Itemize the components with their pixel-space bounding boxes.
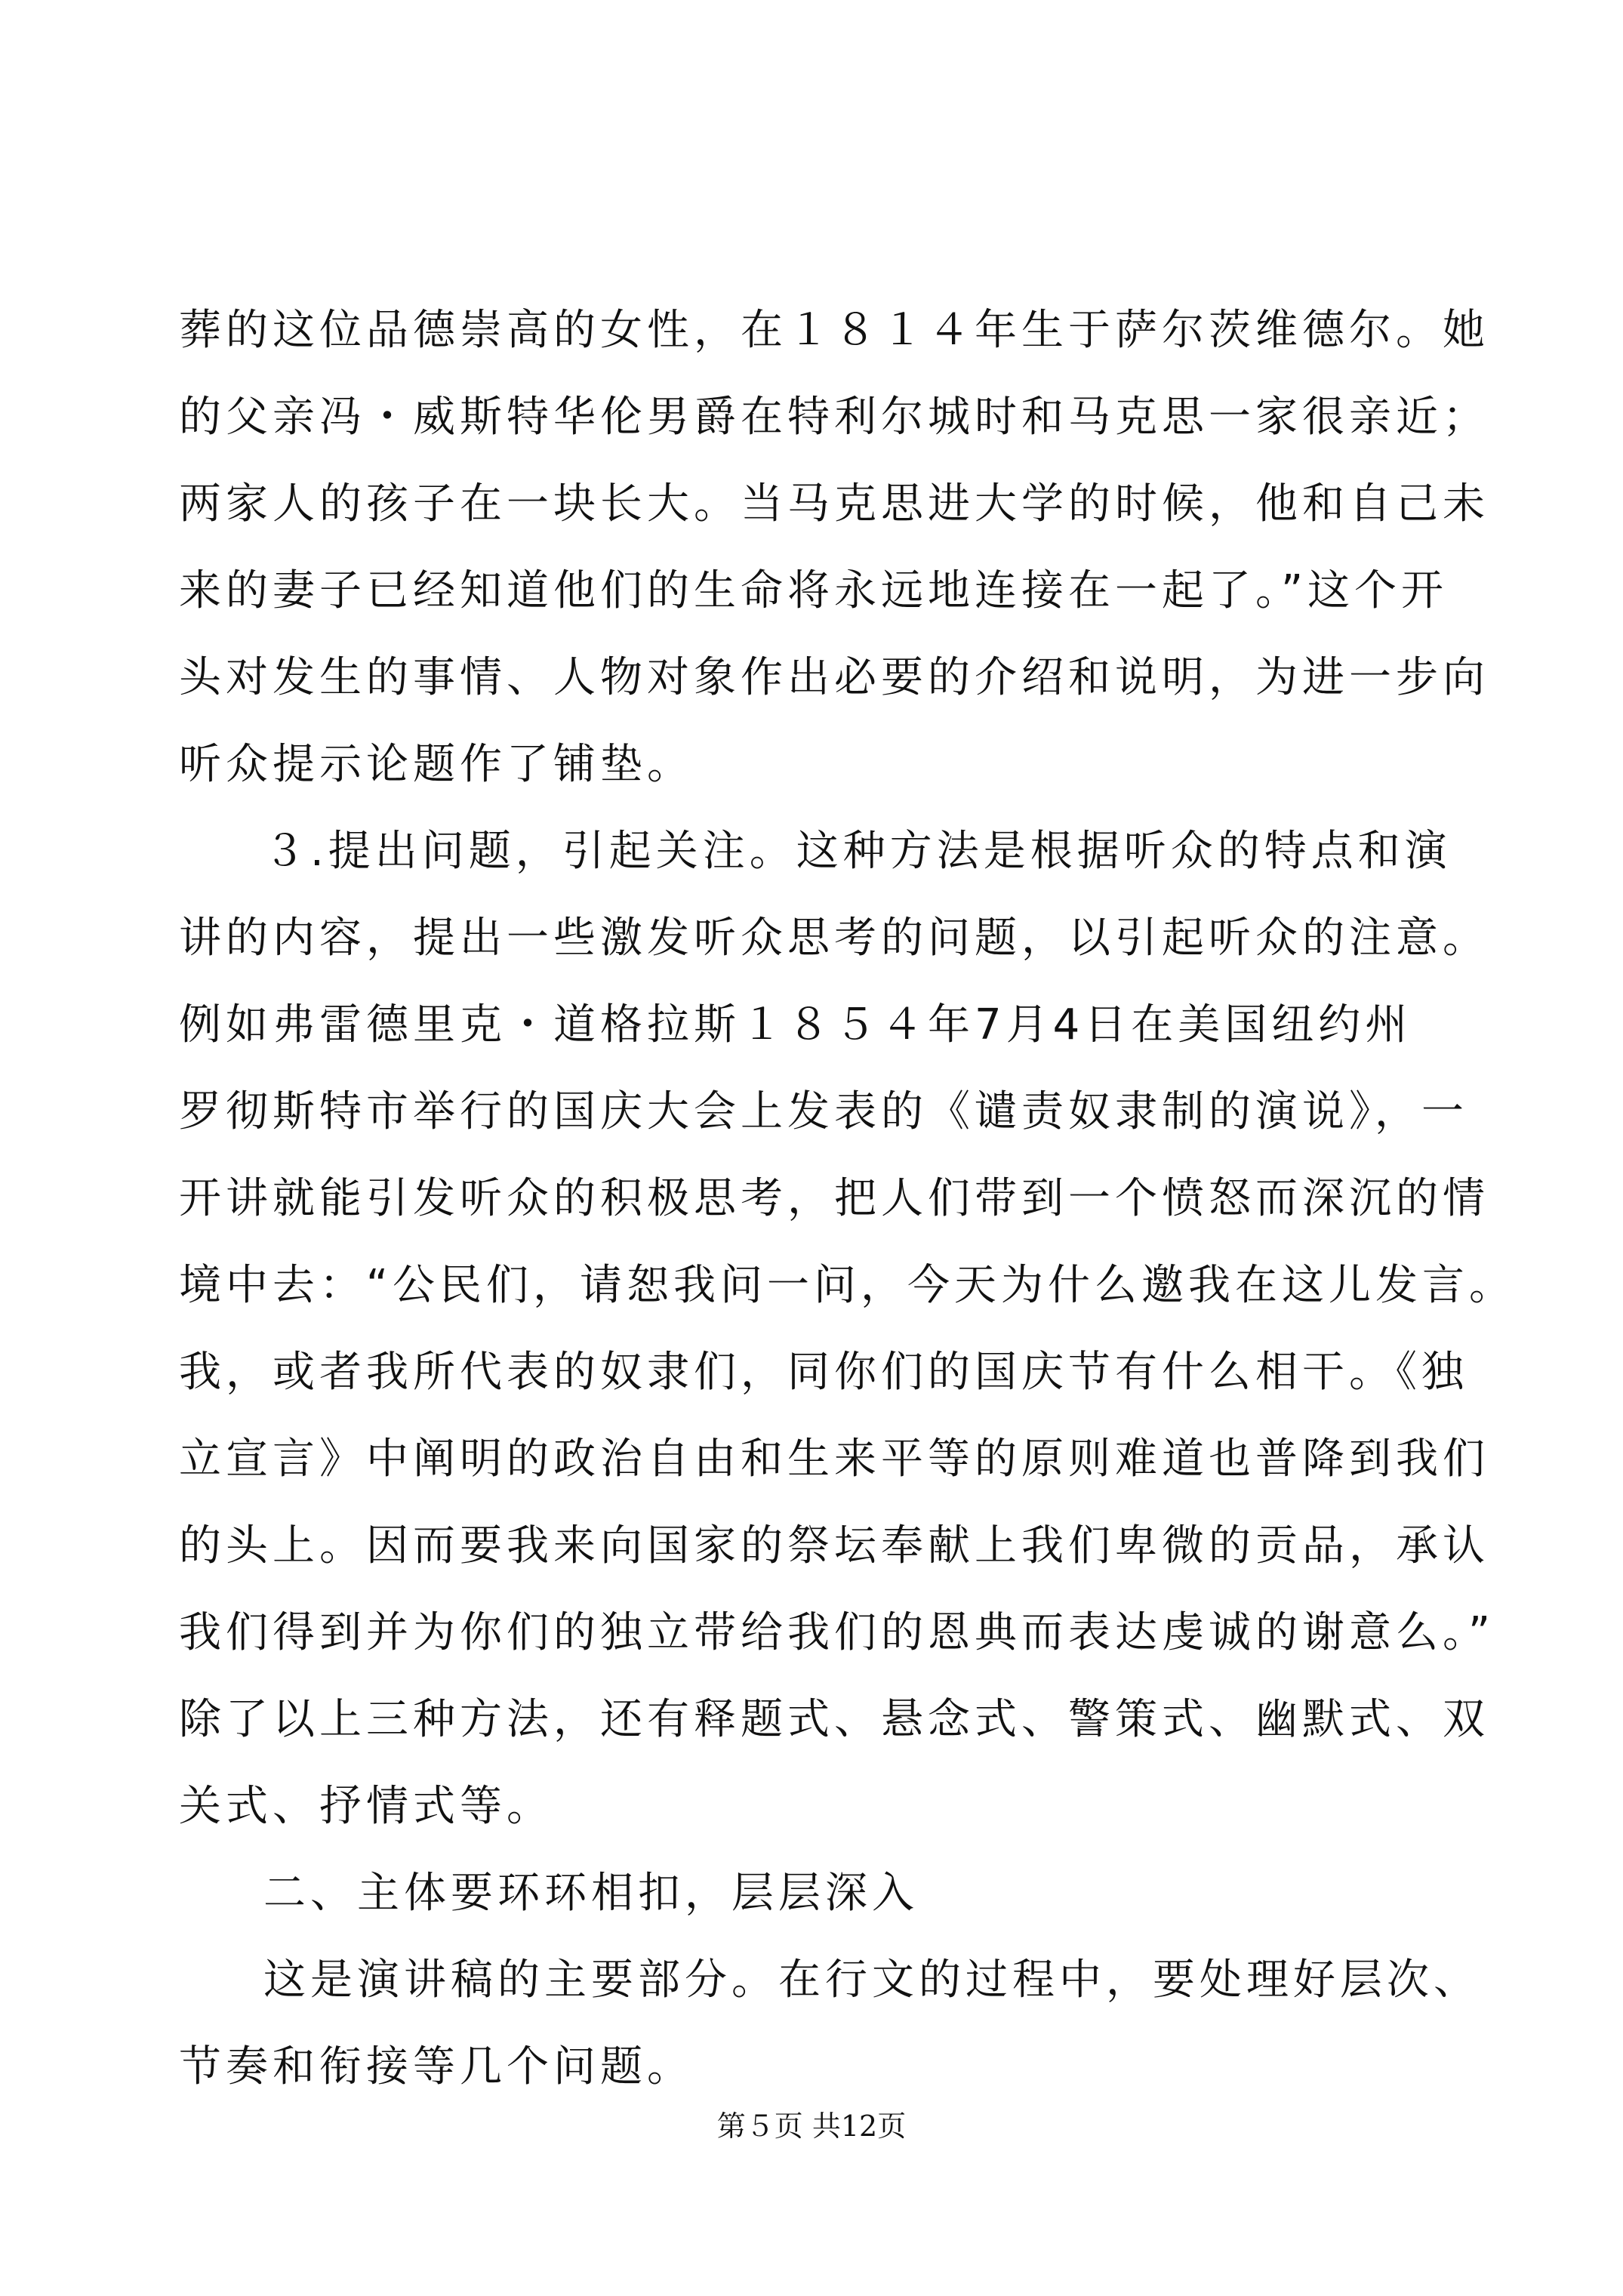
text-line: 的父亲冯・威斯特华伦男爵在特利尔城时和马克思一家很亲近； — [179, 393, 1489, 442]
text-line: 两家人的孩子在一块长大。当马克思进大学的时候，他和自己未 — [179, 479, 1489, 529]
text-line: 例如弗雷德里克・道格拉斯１８５４年7月4日在美国纽约州 — [179, 1000, 1412, 1049]
text-line: 葬的这位品德崇高的女性，在１８１４年生于萨尔茨维德尔。她 — [179, 306, 1489, 355]
text-line: 境中去：“公民们，请恕我问一问，今天为什么邀我在这儿发言。 — [179, 1261, 1517, 1310]
text-line: ３.提出问题，引起关注。这种方法是根据听众的特点和演 — [263, 827, 1452, 876]
text-line: 立宣言》中阐明的政治自由和生来平等的原则难道也普降到我们 — [179, 1435, 1489, 1484]
section-heading: 二、主体要环环相扣，层层深入 — [263, 1869, 919, 1918]
text-line: 我们得到并为你们的独立带给我们的恩典而表达虔诚的谢意么。” — [179, 1608, 1495, 1657]
text-line: 我，或者我所代表的奴隶们，同你们的国庆节有什么相干。《独 — [179, 1348, 1468, 1397]
text-line: 节奏和衔接等几个问题。 — [179, 2042, 694, 2091]
text-line: 头对发生的事情、人物对象作出必要的介绍和说明，为进一步向 — [179, 653, 1489, 702]
page-number: 第５页 共12页 — [716, 2110, 907, 2143]
text-line: 罗彻斯特市举行的国庆大会上发表的《谴责奴隶制的演说》，一 — [179, 1087, 1468, 1136]
text-line: 的头上。因而要我来向国家的祭坛奉献上我们卑微的贡品，承认 — [179, 1521, 1489, 1570]
body-text — [179, 287, 1517, 2110]
text-line: 来的妻子已经知道他们的生命将永远地连接在一起了。”这个开 — [179, 566, 1449, 615]
text-line: 听众提示论题作了铺垫。 — [179, 740, 694, 789]
text-line: 开讲就能引发听众的积极思考，把人们带到一个愤怒而深沉的情 — [179, 1174, 1489, 1223]
text-line: 这是演讲稿的主要部分。在行文的过程中，要处理好层次、 — [263, 1955, 1480, 2005]
text-line: 关式、抒情式等。 — [179, 1782, 553, 1831]
text-line: 讲的内容，提出一些激发听众思考的问题，以引起听众的注意。 — [179, 914, 1489, 963]
text-line: 除了以上三种方法，还有释题式、悬念式、警策式、幽默式、双 — [179, 1695, 1489, 1744]
